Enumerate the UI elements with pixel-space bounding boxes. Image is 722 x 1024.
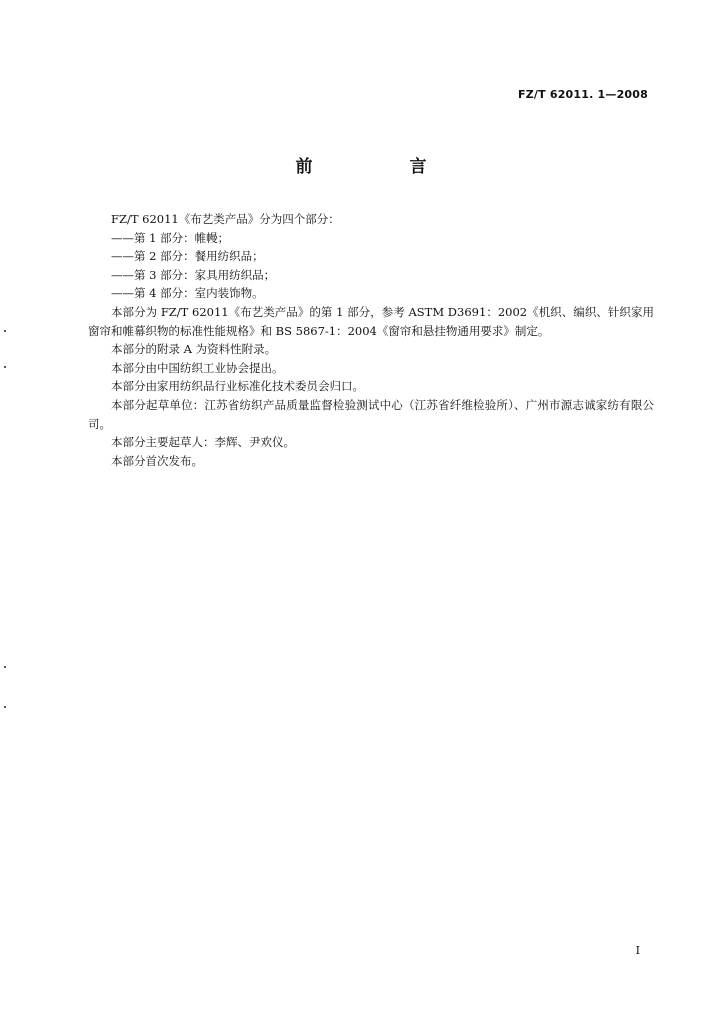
scan-speck [4, 666, 6, 668]
list-item-part-1: ——第 1 部分：帷幔； [111, 230, 230, 245]
foreword-body [88, 210, 654, 470]
standard-code: FZ/T 62011. 1—2008 [518, 88, 648, 101]
list-item-part-2: ——第 2 部分：餐用纺织品； [111, 249, 264, 264]
paragraph-reference: 本部分为 FZ/T 62011《布艺类产品》的第 1 部分，参考 ASTM D3691：2002《机织、编织、针织家用窗帘和帷幕织物的标准性能规格》和 BS 5867-1：2004《窗帘和悬挂物通用要求》制定。 [88, 304, 654, 338]
paragraph-committee: 本部分由家用纺织品行业标准化技术委员会归口。 [111, 379, 364, 394]
paragraph-first-issue: 本部分首次发布。 [111, 453, 203, 468]
paragraph-proposed-by: 本部分由中国纺织工业协会提出。 [111, 360, 284, 375]
paragraph-intro: FZ/T 62011《布艺类产品》分为四个部分： [111, 212, 340, 226]
paragraph-drafters: 本部分主要起草人：李辉、尹欢仪。 [111, 435, 295, 450]
scan-speck [4, 366, 6, 368]
paragraph-annex: 本部分的附录 A 为资料性附录。 [111, 342, 277, 357]
list-item-part-4: ——第 4 部分：室内装饰物。 [111, 286, 264, 301]
scan-speck [4, 706, 6, 708]
page-title: 前 言 [295, 157, 467, 177]
page-number: I [635, 944, 640, 957]
scan-speck [4, 330, 6, 332]
paragraph-drafting-units: 本部分起草单位：江苏省纺织产品质量监督检验测试中心（江苏省纤维检验所）、广州市源志诚家纺有限公司。 [88, 397, 654, 431]
list-item-part-3: ——第 3 部分：家具用纺织品； [111, 267, 276, 282]
